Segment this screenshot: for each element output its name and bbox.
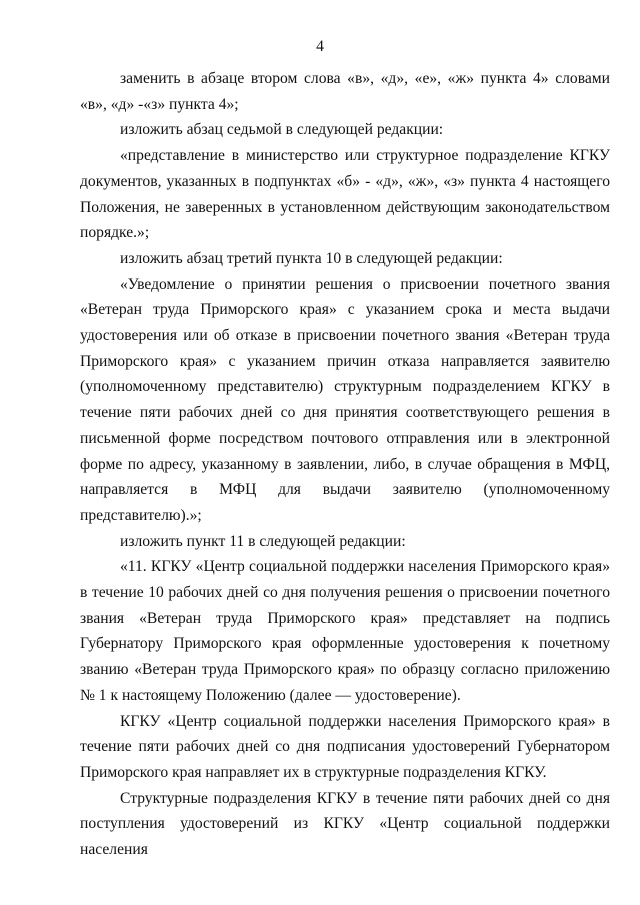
document-body <box>80 66 610 863</box>
paragraph: изложить пункт 11 в следующей редакции: <box>120 532 406 550</box>
page-number: 4 <box>316 38 324 55</box>
paragraph: «11. КГКУ «Центр социальной поддержки населения Приморского края» в течение 10 рабочих дней со дня получения решения о присвоении почетного звания «Ветеран труда Приморского края» представляет на подпись Губернатору Приморского края оформленные удостоверения к почетному званию «Ветеран труда Приморского края» по образцу согласно приложению № 1 к настоящему Положению (далее — удостоверение). <box>80 558 610 704</box>
paragraph: «Уведомление о принятии решения о присвоении почетного звания «Ветеран труда Приморского края» с указанием срока и места выдачи удостоверения или об отказе в присвоении почетного звания «Ветеран труда Приморского края» с указанием причин отказа направляется заявителю (уполномоченному представителю) структурным подразделением КГКУ в течение пяти рабочих дней со дня принятия соответствующего решения в письменной форме посредством почтового отправления или в электронной форме по адресу, указанному в заявлении, либо, в случае обращения в МФЦ, направляется в МФЦ для выдачи заявителю (уполномоченному представителю).»; <box>80 275 610 524</box>
paragraph: изложить абзац седьмой в следующей редакции: <box>120 121 444 139</box>
paragraph: изложить абзац третий пункта 10 в следующей редакции: <box>120 249 503 267</box>
paragraph: заменить в абзаце втором слова «в», «д», «е», «ж» пункта 4» словами «в», «д» -«з» пункта 4»; <box>80 70 610 113</box>
paragraph: КГКУ «Центр социальной поддержки населения Приморского края» в течение пяти рабочих дней со дня подписания удостоверений Губернатором Приморского края направляет их в структурные подразделения КГКУ. <box>80 712 610 781</box>
paragraph: Структурные подразделения КГКУ в течение пяти рабочих дней со дня поступления удостоверений из КГКУ «Центр социальной поддержки населения <box>80 789 610 859</box>
paragraph: «представление в министерство или структурное подразделение КГКУ документов, указанных в подпунктах «б» - «д», «ж», «з» пункта 4 настоящего Положения, не заверенных в установленном действующим законодательством порядке.»; <box>80 147 610 242</box>
